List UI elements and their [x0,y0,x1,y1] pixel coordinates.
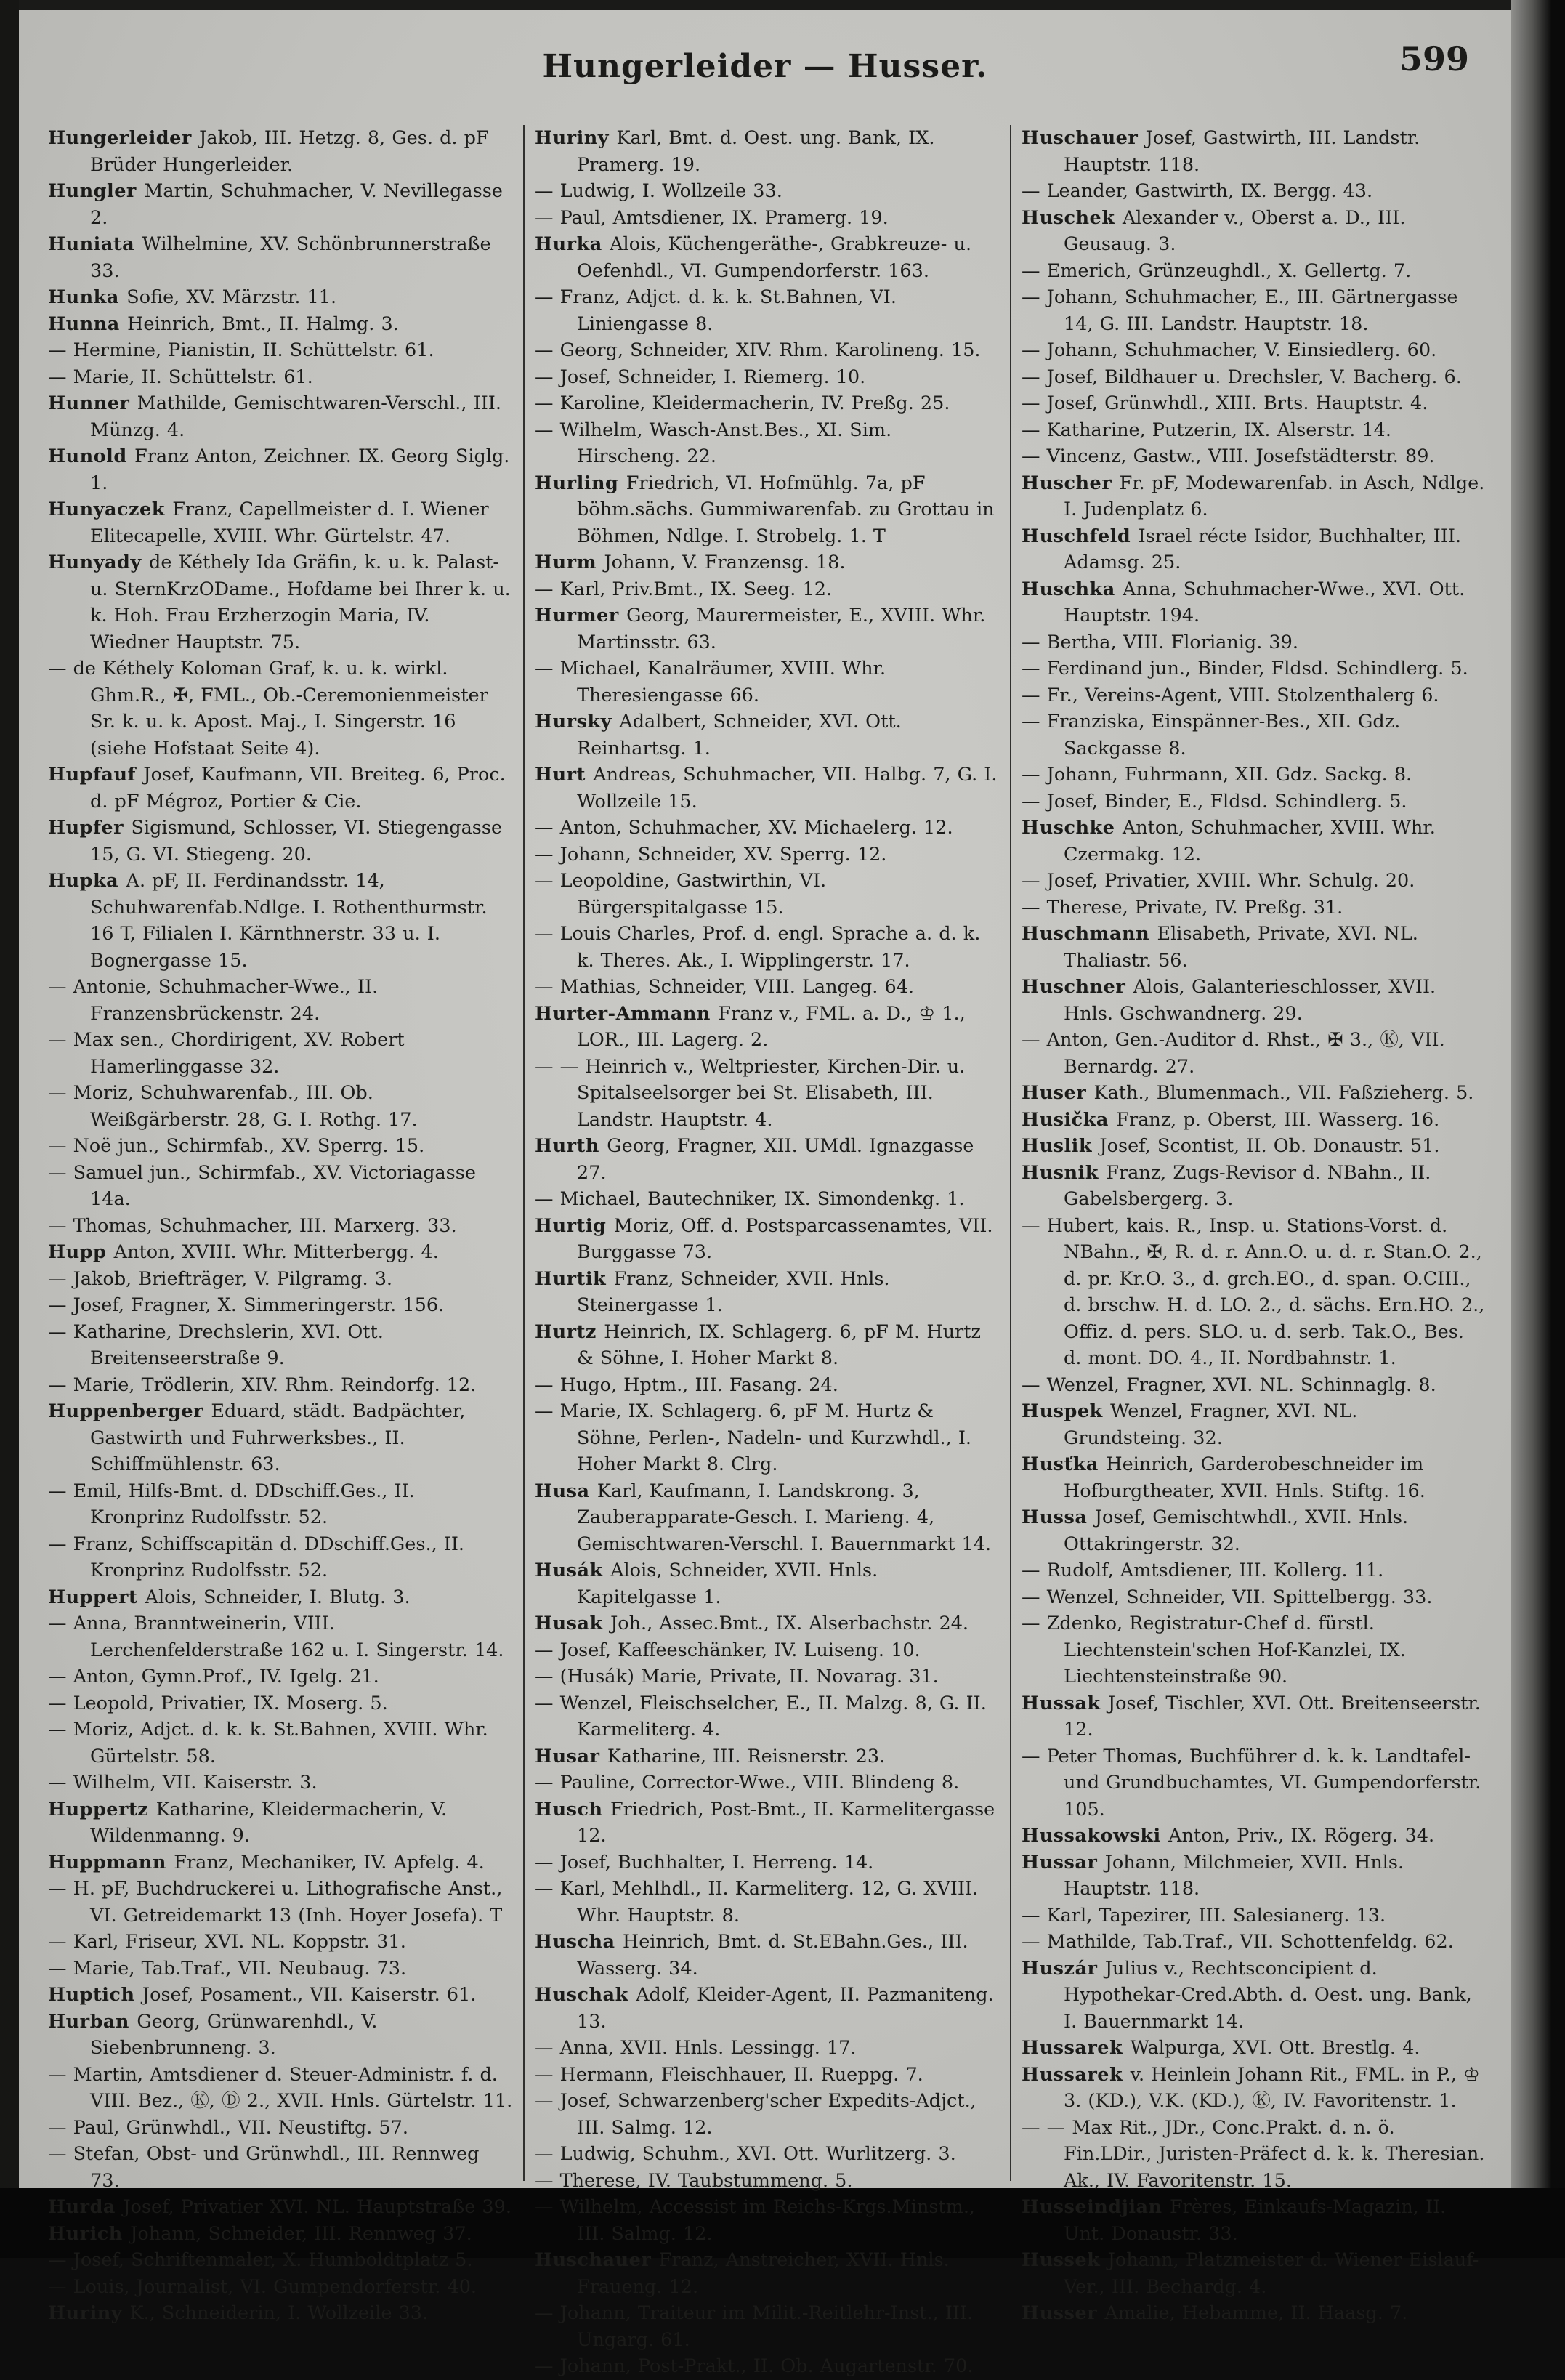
directory-entry: — Josef, Buchhalter, I. Herreng. 14. [535,1851,874,1873]
entry-surname: Hurtig [535,1214,614,1237]
directory-entry: — Anton, Gymn.Prof., IV. Igelg. 21. [48,1666,379,1687]
entry-surname: Huschka [1022,578,1123,600]
directory-entry: — Josef, Schneider, I. Riemerg. 10. [535,366,866,388]
column-2 [523,125,1010,2377]
directory-page [19,10,1511,2377]
directory-entry: Huschauer Franz, Anstreicher, XVII. Hnls. Fraueng. 12. [535,2249,950,2298]
directory-entry: Huppertz Katharine, Kleidermacherin, V. Wildenmanng. 9. [48,1798,448,1847]
directory-entry: Husa Karl, Kaufmann, I. Landskrong. 3, Zauberapparate-Gesch. I. Marieng. 4, Gemischtwaren-Verschl. I. Bauernmarkt 14. [535,1480,992,1555]
directory-entry: — Emil, Hilfs-Bmt. d. DDschiff.Ges., II. Kronprinz Rudolfsstr. 52. [48,1480,415,1528]
directory-entry: Hupfauf Josef, Kaufmann, VII. Breiteg. 6, Proc. d. pF Mégroz, Portier & Cie. [48,764,506,812]
directory-entry: — Louis Charles, Prof. d. engl. Sprache a. d. k. k. Theres. Ak., I. Wipplingerstr. 17. [535,923,981,972]
directory-entry: Huslik Josef, Scontist, II. Ob. Donaustr. 51. [1022,1135,1440,1157]
directory-entry: Huptich Josef, Posament., VII. Kaiserstr. 61. [48,1984,477,2006]
directory-entry: Husak Joh., Assec.Bmt., IX. Alserbachstr. 24. [535,1613,969,1634]
directory-entry: — Josef, Schwarzenberg'scher Expedits-Adjct., III. Salmg. 12. [535,2090,976,2139]
directory-entry: — Hermann, Fleischhauer, II. Rueppg. 7. [535,2063,923,2086]
directory-entry: Huppenberger Eduard, städt. Badpächter, Gastwirth und Fuhrwerksbes., II. Schiffmühlenstr. 63. [48,1400,466,1475]
entry-surname: Hussek [1022,2249,1108,2271]
directory-entry: — Emerich, Grünzeughdl., X. Gellertg. 7. [1022,259,1412,282]
directory-entry: — Leander, Gastwirth, IX. Bergg. 43. [1022,180,1373,202]
entry-surname: Hungler [48,180,145,202]
directory-entry: Hursky Adalbert, Schneider, XVI. Ott. Reinhartsg. 1. [535,711,902,759]
directory-entry: Hussakowski Anton, Priv., IX. Rögerg. 34. [1022,1825,1435,1847]
entry-surname: Huniata [48,233,142,255]
directory-entry: Hussar Johann, Milchmeier, XVII. Hnls. Hauptstr. 118. [1022,1851,1404,1900]
directory-entry: — Wenzel, Fragner, XVI. NL. Schinnaglg. 8. [1022,1373,1436,1396]
entry-surname: Huschke [1022,817,1123,839]
directory-entry: — Anton, Schuhmacher, XV. Michaelerg. 12. [535,817,953,839]
directory-entry: Huniata Wilhelmine, XV. Schönbrunnerstraße 33. [48,233,491,282]
directory-entry: — Karl, Friseur, XVI. NL. Koppstr. 31. [48,1931,406,1953]
entry-surname: Huschauer [535,2249,659,2271]
directory-entry: Husser Amalie, Hebamme, II. Haasg. 7. [1022,2302,1408,2324]
directory-entry: — Georg, Schneider, XIV. Rhm. Karolineng. 15. [535,339,981,361]
directory-entry: Hurtik Franz, Schneider, XVII. Hnls. Steinergasse 1. [535,1267,890,1316]
directory-entry: — Zdenko, Registratur-Chef d. fürstl. Liechtenstein'schen Hof-Kanzlei, IX. Liechtensteinstraße 90. [1022,1613,1406,1687]
entry-surname: Huriny [48,2302,130,2324]
entry-surname: Hussakowski [1022,1825,1169,1847]
directory-entry: — Josef, Bildhauer u. Drechsler, V. Bacherg. 6. [1022,366,1462,388]
entry-surname: Huschauer [1022,127,1146,149]
directory-entry: Husnik Franz, Zugs-Revisor d. NBahn., II. Gabelsbergerg. 3. [1022,1161,1431,1210]
directory-entry: — Anton, Gen.-Auditor d. Rhst., ✠ 3., Ⓚ, VII. Bernardg. 27. [1022,1029,1445,1078]
entry-surname: Hussarek [1022,2037,1131,2059]
directory-entry: — — Max Rit., JDr., Conc.Prakt. d. n. ö. Fin.LDir., Juristen-Präfect d. k. k. Theresian. Ak., IV. Favoritenstr. 15. [1022,2116,1485,2192]
page-number: 599 [1399,39,1469,78]
directory-entry: Hunka Sofie, XV. Märzstr. 11. [48,286,337,308]
directory-entry: — Moriz, Adjct. d. k. k. St.Bahnen, XVIII. Whr. Gürtelstr. 58. [48,1719,488,1767]
directory-entry: — H. pF, Buchdruckerei u. Lithografische Anst., VI. Getreidemarkt 13 (Inh. Hoyer Josefa). T [48,1878,503,1927]
entry-surname: Hussarek [1022,2063,1131,2086]
directory-entry: — Hubert, kais. R., Insp. u. Stations-Vorst. d. NBahn., ✠, R. d. r. Ann.O. u. d. r. Stan.O. 2., d. pr. Kr.O. 3., d. grch.EO., d. span. O.CIII., d. brschw. H. d. LO. 2., d. sächs. Ern.HO. 2., Offiz. d. pers. SLO. u. d. serb. Tak.O., Bes. d. mont. DO. 4., II. Nordbahnstr. 1. [1022,1214,1485,1369]
directory-entry: — Johann, Schuhmacher, E., III. Gärtnergasse 14, G. III. Landstr. Hauptstr. 18. [1022,286,1458,335]
directory-entry: Hunold Franz Anton, Zeichner. IX. Georg Siglg. 1. [48,445,510,494]
directory-columns [38,125,1497,2377]
entry-surname: Husser [1022,2302,1105,2324]
entry-surname: Hupfer [48,817,132,839]
directory-entry: — Noë jun., Schirmfab., XV. Sperrg. 15. [48,1135,425,1157]
directory-entry: Huser Kath., Blumenmach., VII. Faßzieherg. 5. [1022,1082,1474,1104]
entry-surname: Hurmer [535,605,627,626]
entry-surname: Husťka [1022,1453,1107,1475]
directory-entry: — Stefan, Obst- und Grünwhdl., III. Rennweg 73. [48,2143,480,2192]
entry-surname: Husa [535,1480,597,1502]
entry-surname: Husnik [1022,1161,1107,1184]
directory-entry: Husák Alois, Schneider, XVII. Hnls. Kapitelgasse 1. [535,1560,878,1608]
directory-entry: — Marie, Tab.Traf., VII. Neubaug. 73. [48,1957,407,1980]
entry-surname: Hunka [48,286,127,308]
entry-surname: Hurth [535,1135,607,1157]
directory-entry: Hunner Mathilde, Gemischtwaren-Verschl., III. Münzg. 4. [48,392,501,441]
directory-entry: Huschka Anna, Schuhmacher-Wwe., XVI. Ott. Hauptstr. 194. [1022,578,1465,626]
directory-entry: — Wenzel, Fleischselcher, E., II. Malzg. 8, G. II. Karmeliterg. 4. [535,1692,987,1740]
page-header [19,10,1511,119]
directory-entry: — Hermine, Pianistin, II. Schüttelstr. 61. [48,339,434,361]
directory-entry: — Josef, Fragner, X. Simmeringerstr. 156. [48,1294,445,1316]
directory-entry: Hurmer Georg, Maurermeister, E., XVIII. Whr. Martinsstr. 63. [535,605,986,653]
directory-entry: Hurtz Heinrich, IX. Schlagerg. 6, pF M. Hurtz & Söhne, I. Hoher Markt 8. [535,1320,981,1369]
scan-border-top [0,0,1565,10]
directory-entry: — Louis, Journalist, VI. Gumpendorferstr. 40. [48,2275,477,2298]
directory-entry: — Michael, Kanalräumer, XVIII. Whr. Theresiengasse 66. [535,658,886,706]
entry-surname: Hussa [1022,1506,1095,1528]
directory-entry: Hupfer Sigismund, Schlosser, VI. Stiegengasse 15, G. VI. Stiegeng. 20. [48,817,503,866]
directory-entry: Husička Franz, p. Oberst, III. Wasserg. 16. [1022,1108,1440,1131]
directory-entry: — Bertha, VIII. Florianig. 39. [1022,631,1298,653]
entry-surname: Huschak [535,1984,636,2006]
directory-entry: — Ludwig, Schuhm., XVI. Ott. Wurlitzerg. 3. [535,2143,956,2165]
entry-surname: Huslik [1022,1135,1100,1157]
directory-entry: Huszár Julius v., Rechtsconcipient d. Hypothekar-Cred.Abth. d. Oest. ung. Bank, I. Bauernmarkt 14. [1022,1957,1472,2033]
directory-entry: Hurt Andreas, Schuhmacher, VII. Halbg. 7, G. I. Wollzeile 15. [535,764,998,812]
entry-surname: Hurter-Ammann [535,1002,719,1025]
entry-surname: Hurban [48,2010,137,2033]
directory-entry: Huppert Alois, Schneider, I. Blutg. 3. [48,1586,411,1608]
directory-entry: — Josef, Grünwhdl., XIII. Brts. Hauptstr. 4. [1022,392,1428,414]
entry-surname: Husseindjian [1022,2196,1170,2218]
directory-entry: — Anna, XVII. Hnls. Lessingg. 17. [535,2037,857,2059]
directory-entry: — Therese, Private, IV. Preßg. 31. [1022,896,1343,919]
directory-entry: Huriny K., Schneiderin, I. Wollzeile 33. [48,2302,429,2324]
entry-surname: Huscher [1022,472,1120,494]
directory-entry: Hurter-Ammann Franz v., FML. a. D., ♔ 1., LOR., III. Lagerg. 2. [535,1002,966,1051]
directory-entry: — Michael, Bautechniker, IX. Simondenkg. 1. [535,1188,965,1210]
directory-entry: — Hugo, Hptm., III. Fasang. 24. [535,1373,838,1396]
directory-entry: Hurda Josef, Privatier XVI. NL. Hauptstraße 39. [48,2196,511,2218]
entry-surname: Hurda [48,2196,124,2218]
column-3 [1010,125,1497,2324]
directory-entry: — Wenzel, Schneider, VII. Spittelbergg. 33. [1022,1586,1433,1608]
directory-entry: Hungler Martin, Schuhmacher, V. Nevillegasse 2. [48,180,503,229]
directory-entry: — Josef, Kaffeeschänker, IV. Luiseng. 10. [535,1639,921,1661]
directory-entry: — Martin, Amtsdiener d. Steuer-Administr. f. d. VIII. Bez., Ⓚ, Ⓓ 2., XVII. Hnls. Gürtelstr. 11. [48,2063,513,2112]
directory-entry: Huriny Karl, Bmt. d. Oest. ung. Bank, IX. Pramerg. 19. [535,127,935,176]
directory-entry: — de Kéthely Koloman Graf, k. u. k. wirkl. Ghm.R., ✠, FML., Ob.-Ceremonienmeister Sr. k. u. k. Apost. Maj., I. Singerstr. 16 (siehe Hofstaat Seite 4). [48,658,488,759]
directory-entry: — Fr., Vereins-Agent, VIII. Stolzenthalerg 6. [1022,684,1439,706]
entry-surname: Husak [535,1613,611,1634]
directory-entry: — Leopold, Privatier, IX. Moserg. 5. [48,1692,388,1714]
directory-entry: Hurka Alois, Küchengeräthe-, Grabkreuze- u. Oefenhdl., VI. Gumpendorferstr. 163. [535,233,972,282]
directory-entry: Huschauer Josef, Gastwirth, III. Landstr. Hauptstr. 118. [1022,127,1420,176]
directory-entry: — Mathias, Schneider, VIII. Langeg. 64. [535,976,915,998]
entry-surname: Hunyady [48,552,150,573]
directory-entry: — Johann, Post-Prakt., II. Ob. Augartenstr. 70. [535,2355,974,2377]
entry-surname: Huszár [1022,1957,1105,1980]
directory-entry: — Ludwig, I. Wollzeile 33. [535,180,782,202]
directory-entry: — Franz, Schiffscapitän d. DDschiff.Ges., II. Kronprinz Rudolfsstr. 52. [48,1533,465,1581]
directory-entry: — Peter Thomas, Buchführer d. k. k. Landtafel- und Grundbuchamtes, VI. Gumpendorferstr. 105. [1022,1745,1481,1820]
entry-surname: Hurich [48,2222,131,2245]
directory-entry: — Marie, IX. Schlagerg. 6, pF M. Hurtz & Söhne, Perlen-, Nadeln- und Kurzwhdl., I. Hoher Markt 8. Clrg. [535,1400,972,1475]
directory-entry: Hussek Johann, Platzmeister d. Wiener Eislauf-Ver., III. Bechardg. 4. [1022,2249,1479,2298]
directory-entry: Huschak Adolf, Kleider-Agent, II. Pazmaniteng. 13. [535,1984,994,2033]
directory-entry: — Josef, Privatier, XVIII. Whr. Schulg. 20. [1022,870,1415,892]
directory-entry: — Johann, Traiteur im Milit.-Reitlehr-Inst., III. Ungarg. 61. [535,2302,974,2351]
column-1 [38,125,523,2324]
entry-surname: Hurtik [535,1267,614,1290]
entry-surname: Huppmann [48,1851,174,1873]
directory-entry: Huspek Wenzel, Fragner, XVI. NL. Grundsteing. 32. [1022,1400,1358,1449]
entry-surname: Hussak [1022,1692,1108,1714]
directory-entry: — Katharine, Putzerin, IX. Alserstr. 14. [1022,419,1391,441]
directory-entry: Hurban Georg, Grünwarenhdl., V. Siebenbrunneng. 3. [48,2010,378,2059]
directory-entry: — Max sen., Chordirigent, XV. Robert Hamerlinggasse 32. [48,1029,405,1078]
directory-entry: — Pauline, Corrector-Wwe., VIII. Blindeng 8. [535,1772,960,1794]
entry-surname: Hurm [535,552,604,573]
entry-surname: Hupp [48,1241,114,1263]
directory-entry: — Franziska, Einspänner-Bes., XII. Gdz. Sackgasse 8. [1022,711,1401,759]
directory-entry: — Karl, Mehlhdl., II. Karmeliterg. 12, G. XVIII. Whr. Hauptstr. 8. [535,1878,979,1927]
directory-entry: Hurich Johann, Schneider, III. Rennweg 37. [48,2222,472,2245]
directory-entry: Hunyady de Kéthely Ida Gräfin, k. u. k. Palast- u. SternKrzODame., Hofdame bei Ihrer k. u. k. Hoh. Frau Erzherzogin Maria, IV. Wiedner Hauptstr. 75. [48,552,511,653]
directory-entry: Hussa Josef, Gemischtwhdl., XVII. Hnls. Ottakringerstr. 32. [1022,1506,1409,1555]
directory-entry: — Johann, Schneider, XV. Sperrg. 12. [535,843,887,866]
directory-entry: Hunna Heinrich, Bmt., II. Halmg. 3. [48,312,399,335]
directory-entry: — Marie, Trödlerin, XIV. Rhm. Reindorfg. 12. [48,1373,477,1396]
entry-surname: Hursky [535,711,620,733]
directory-entry: Hungerleider Jakob, III. Hetzg. 8, Ges. d. pF Brüder Hungerleider. [48,127,489,176]
directory-entry: — Karoline, Kleidermacherin, IV. Preßg. 25. [535,392,950,414]
entry-surname: Huschner [1022,976,1133,998]
entry-surname: Huschek [1022,206,1123,229]
directory-entry: Hurtig Moriz, Off. d. Postsparcassenamtes, VII. Burggasse 73. [535,1214,993,1263]
directory-entry: — Karl, Tapezirer, III. Salesianerg. 13. [1022,1904,1386,1927]
directory-entry: Hurling Friedrich, VI. Hofmühlg. 7a, pF böhm.sächs. Gummiwarenfab. zu Grottau in Böhmen, Ndlge. I. Strobelg. 1. T [535,472,995,547]
directory-entry: Huschmann Elisabeth, Private, XVI. NL. Thaliastr. 56. [1022,923,1418,972]
entry-surname: Hurtz [535,1320,604,1343]
directory-entry: — Leopoldine, Gastwirthin, VI. Bürgerspitalgasse 15. [535,870,827,919]
directory-entry: Husťka Heinrich, Garderobeschneider im Hofburgtheater, XVII. Hnls. Stiftg. 16. [1022,1453,1426,1502]
entry-surname: Husička [1022,1108,1117,1131]
entry-surname: Hussar [1022,1851,1105,1873]
directory-entry: — — Heinrich v., Weltpriester, Kirchen-Dir. u. Spitalseelsorger bei St. Elisabeth, III. Landstr. Hauptstr. 4. [535,1055,966,1131]
directory-entry: Hupp Anton, XVIII. Whr. Mitterbergg. 4. [48,1241,439,1263]
entry-surname: Hunna [48,312,128,335]
entry-surname: Hunner [48,392,137,414]
directory-entry: Huscher Fr. pF, Modewarenfab. in Asch, Ndlge. I. Judenplatz 6. [1022,472,1485,520]
directory-entry: Hupka A. pF, II. Ferdinandsstr. 14, Schuhwarenfab.Ndlge. I. Rothenthurmstr. 16 T, Filialen I. Kärnthnerstr. 33 u. I. Bognergasse 15. [48,870,488,972]
directory-entry: Huschfeld Israel récte Isidor, Buchhalter, III. Adamsg. 25. [1022,525,1462,573]
entry-surname: Huppertz [48,1798,156,1820]
entry-surname: Huptich [48,1984,142,2006]
entry-surname: Huschmann [1022,923,1157,945]
directory-entry: — Josef, Schriftenmaler, X. Humboldtplatz 5. [48,2249,473,2271]
entry-surname: Huspek [1022,1400,1111,1422]
directory-entry: — Wilhelm, Accessist im Reichs-Krgs.Minstm., III. Salmg. 12. [535,2196,976,2245]
entry-surname: Huschfeld [1022,525,1139,547]
directory-entry: — Samuel jun., Schirmfab., XV. Victoriagasse 14a. [48,1161,476,1210]
directory-entry: — Karl, Priv.Bmt., IX. Seeg. 12. [535,578,833,600]
directory-entry: — Vincenz, Gastw., VIII. Josefstädterstr. 89. [1022,445,1435,467]
page-title: Hungerleider — Husser. [542,48,988,85]
scan-border-left [0,0,19,2258]
directory-entry: — Antonie, Schuhmacher-Wwe., II. Franzensbrückenstr. 24. [48,976,379,1025]
directory-entry: Husseindjian Frères, Einkaufs-Magazin, II. Unt. Donaustr. 33. [1022,2196,1447,2245]
entry-surname: Hurka [535,233,610,255]
scan-border-right [1511,0,1565,2258]
entry-surname: Huppenberger [48,1400,211,1422]
directory-entry: Hurth Georg, Fragner, XII. UMdl. Ignazgasse 27. [535,1135,974,1184]
entry-surname: Hupfauf [48,764,144,786]
directory-entry: — Mathilde, Tab.Traf., VII. Schottenfeldg. 62. [1022,1931,1454,1953]
directory-entry: Husch Friedrich, Post-Bmt., II. Karmelitergasse 12. [535,1798,995,1847]
directory-entry: — Anna, Branntweinerin, VIII. Lerchenfelderstraße 162 u. I. Singerstr. 14. [48,1613,504,1661]
directory-entry: — Franz, Adjct. d. k. k. St.Bahnen, VI. Liniengasse 8. [535,286,897,335]
entry-surname: Husák [535,1560,611,1581]
directory-entry: — (Husák) Marie, Private, II. Novarag. 31. [535,1666,939,1687]
directory-entry: — Paul, Amtsdiener, IX. Pramerg. 19. [535,206,889,229]
entry-surname: Huscha [535,1931,623,1953]
directory-entry: — Wilhelm, Wasch-Anst.Bes., XI. Sim. Hirscheng. 22. [535,419,892,467]
directory-entry: Huscha Heinrich, Bmt. d. St.EBahn.Ges., III. Wasserg. 34. [535,1931,968,1980]
directory-entry: Husar Katharine, III. Reisnerstr. 23. [535,1745,886,1767]
directory-entry: Hussarek v. Heinlein Johann Rit., FML. in P., ♔ 3. (KD.), V.K. (KD.), Ⓚ, IV. Favoritenstr. 1. [1022,2063,1480,2112]
entry-surname: Hunold [48,445,135,467]
entry-surname: Hunyaczek [48,499,173,520]
entry-surname: Husch [535,1798,610,1820]
directory-entry: Hussarek Walpurga, XVI. Ott. Brestlg. 4. [1022,2037,1420,2059]
directory-entry: Huschke Anton, Schuhmacher, XVIII. Whr. Czermakg. 12. [1022,817,1436,866]
entry-surname: Huriny [535,127,617,149]
directory-entry: — Thomas, Schuhmacher, III. Marxerg. 33. [48,1214,457,1237]
entry-surname: Hurt [535,764,594,786]
directory-entry: — Therese, IV. Taubstummeng. 5. [535,2169,853,2192]
directory-entry: Hurm Johann, V. Franzensg. 18. [535,552,846,573]
directory-entry: — Paul, Grünwhdl., VII. Neustiftg. 57. [48,2116,408,2139]
directory-entry: — Moriz, Schuhwarenfab., III. Ob. Weißgärberstr. 28, G. I. Rothg. 17. [48,1082,418,1131]
directory-entry: — Katharine, Drechslerin, XVI. Ott. Breitenseerstraße 9. [48,1320,384,1369]
directory-entry: — Marie, II. Schüttelstr. 61. [48,366,313,388]
directory-entry: — Johann, Schuhmacher, V. Einsiedlerg. 60. [1022,339,1437,361]
directory-entry: — Wilhelm, VII. Kaiserstr. 3. [48,1772,318,1794]
directory-entry: — Josef, Binder, E., Fldsd. Schindlerg. 5. [1022,790,1407,812]
entry-surname: Huppert [48,1586,145,1608]
directory-entry: — Ferdinand jun., Binder, Fldsd. Schindlerg. 5. [1022,658,1468,679]
directory-entry: Hussak Josef, Tischler, XVI. Ott. Breitenseerstr. 12. [1022,1692,1481,1740]
directory-entry: — Jakob, Briefträger, V. Pilgramg. 3. [48,1267,393,1290]
directory-entry: Huppmann Franz, Mechaniker, IV. Apfelg. 4. [48,1851,485,1873]
entry-surname: Hurling [535,472,626,494]
entry-surname: Hupka [48,870,126,892]
directory-entry: — Johann, Fuhrmann, XII. Gdz. Sackg. 8. [1022,764,1412,786]
entry-surname: Hungerleider [48,127,200,149]
directory-entry: Huschek Alexander v., Oberst a. D., III. Geusaug. 3. [1022,206,1406,255]
entry-surname: Husar [535,1745,607,1767]
entry-surname: Huser [1022,1082,1094,1104]
directory-entry: — Rudolf, Amtsdiener, III. Kollerg. 11. [1022,1560,1384,1581]
directory-entry: Hunyaczek Franz, Capellmeister d. I. Wiener Elitecapelle, XVIII. Whr. Gürtelstr. 47. [48,499,489,547]
directory-entry: Huschner Alois, Galanterieschlosser, XVII. Hnls. Gschwandnerg. 29. [1022,976,1436,1025]
